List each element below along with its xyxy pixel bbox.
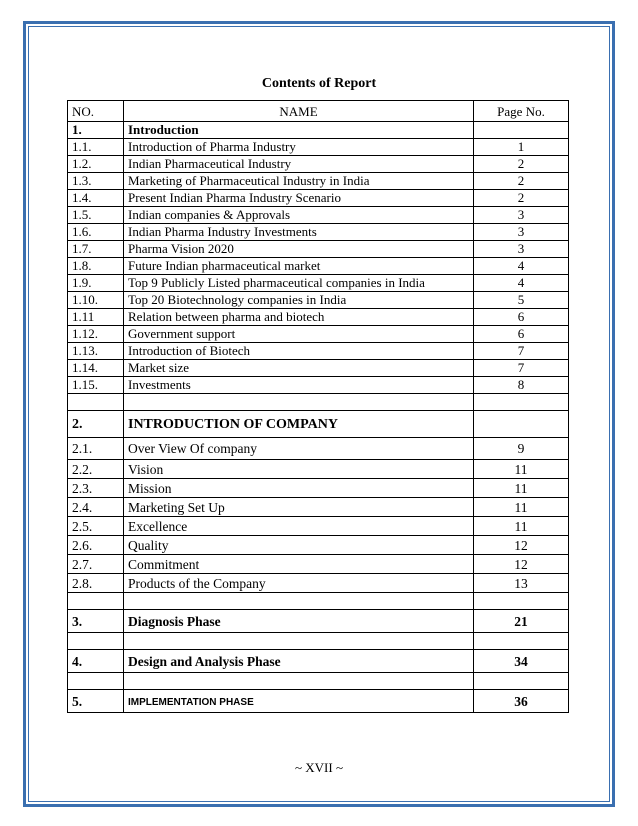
item-page: 6 (474, 326, 569, 343)
table-row (68, 241, 569, 258)
item-number: 2.2. (68, 460, 124, 479)
item-number: 2.8. (68, 574, 124, 593)
section-page: 34 (474, 650, 569, 673)
item-page: 7 (474, 360, 569, 377)
table-row (68, 479, 569, 498)
item-name: Future Indian pharmaceutical market (124, 258, 474, 275)
item-page: 6 (474, 309, 569, 326)
item-name: Relation between pharma and biotech (124, 309, 474, 326)
item-number: 1.9. (68, 275, 124, 292)
contents-table (67, 100, 569, 713)
table-row (68, 555, 569, 574)
table-row (68, 207, 569, 224)
table-row (68, 360, 569, 377)
item-number: 1.1. (68, 139, 124, 156)
table-row (68, 173, 569, 190)
item-name: Present Indian Pharma Industry Scenario (124, 190, 474, 207)
spacer-row (68, 673, 569, 690)
item-page: 5 (474, 292, 569, 309)
section-number: 2. (68, 411, 124, 438)
item-page: 2 (474, 156, 569, 173)
item-number: 1.3. (68, 173, 124, 190)
item-page: 11 (474, 517, 569, 536)
item-page: 11 (474, 498, 569, 517)
item-number: 1.6. (68, 224, 124, 241)
item-number: 2.4. (68, 498, 124, 517)
section-title: INTRODUCTION OF COMPANY (124, 411, 474, 438)
header-name: NAME (124, 101, 474, 122)
page-title: Contents of Report (261, 76, 377, 91)
item-name: Market size (124, 360, 474, 377)
item-name: Products of the Company (124, 574, 474, 593)
table-row (68, 258, 569, 275)
section-row (68, 411, 569, 438)
table-row (68, 190, 569, 207)
header-page: Page No. (474, 101, 569, 122)
table-row (68, 498, 569, 517)
item-number: 1.13. (68, 343, 124, 360)
item-page: 2 (474, 173, 569, 190)
section-page (474, 411, 569, 438)
item-page: 7 (474, 343, 569, 360)
item-name: Marketing Set Up (124, 498, 474, 517)
table-row (68, 377, 569, 394)
item-number: 1.5. (68, 207, 124, 224)
item-name: Quality (124, 536, 474, 555)
item-number: 1.11 (68, 309, 124, 326)
section-title: Diagnosis Phase (124, 610, 474, 633)
section-title: Introduction (124, 122, 474, 139)
item-number: 1.7. (68, 241, 124, 258)
item-number: 1.2. (68, 156, 124, 173)
item-page: 1 (474, 139, 569, 156)
spacer-row (68, 394, 569, 411)
item-page: 2 (474, 190, 569, 207)
item-name: Mission (124, 479, 474, 498)
spacer-row (68, 633, 569, 650)
item-page: 3 (474, 224, 569, 241)
section-number: 4. (68, 650, 124, 673)
table-row (68, 438, 569, 460)
section-row (68, 690, 569, 713)
table-row (68, 460, 569, 479)
table-row (68, 139, 569, 156)
table-row (68, 343, 569, 360)
item-name: Introduction of Pharma Industry (124, 139, 474, 156)
section-row (68, 650, 569, 673)
item-number: 1.8. (68, 258, 124, 275)
section-title: IMPLEMENTATION PHASE (128, 696, 254, 708)
item-name: Pharma Vision 2020 (124, 241, 474, 258)
item-name: Marketing of Pharmaceutical Industry in India (124, 173, 474, 190)
item-name: Indian companies & Approvals (124, 207, 474, 224)
item-number: 1.4. (68, 190, 124, 207)
item-page: 13 (474, 574, 569, 593)
item-page: 3 (474, 207, 569, 224)
item-number: 1.14. (68, 360, 124, 377)
table-row (68, 292, 569, 309)
item-number: 2.5. (68, 517, 124, 536)
table-row (68, 326, 569, 343)
table-row (68, 156, 569, 173)
item-number: 2.6. (68, 536, 124, 555)
item-number: 1.12. (68, 326, 124, 343)
table-row (68, 517, 569, 536)
table-row (68, 275, 569, 292)
item-name: Over View Of company (124, 438, 474, 460)
item-page: 11 (474, 479, 569, 498)
item-page: 11 (474, 460, 569, 479)
item-page: 3 (474, 241, 569, 258)
section-title: Design and Analysis Phase (124, 650, 474, 673)
section-row (68, 610, 569, 633)
item-page: 12 (474, 555, 569, 574)
spacer-row (68, 593, 569, 610)
table-row (68, 574, 569, 593)
table-row (68, 224, 569, 241)
item-page: 8 (474, 377, 569, 394)
item-name: Top 20 Biotechnology companies in India (124, 292, 474, 309)
item-number: 2.7. (68, 555, 124, 574)
item-name: Top 9 Publicly Listed pharmaceutical companies in India (124, 275, 474, 292)
item-name: Excellence (124, 517, 474, 536)
table-row (68, 536, 569, 555)
item-name: Introduction of Biotech (124, 343, 474, 360)
item-name: Commitment (124, 555, 474, 574)
item-number: 1.15. (68, 377, 124, 394)
item-number: 1.10. (68, 292, 124, 309)
item-page: 9 (474, 438, 569, 460)
table-row (68, 309, 569, 326)
item-page: 12 (474, 536, 569, 555)
page-number-footer: ~ XVII ~ (294, 760, 343, 775)
section-page (474, 122, 569, 139)
item-name: Vision (124, 460, 474, 479)
section-number: 5. (68, 690, 124, 713)
section-page: 36 (474, 690, 569, 713)
table-header-row (68, 101, 569, 122)
item-name: Indian Pharma Industry Investments (124, 224, 474, 241)
header-no: NO. (68, 101, 124, 122)
section-page: 21 (474, 610, 569, 633)
section-number: 3. (68, 610, 124, 633)
item-page: 4 (474, 258, 569, 275)
section-number: 1. (68, 122, 124, 139)
item-number: 2.3. (68, 479, 124, 498)
item-name: Investments (124, 377, 474, 394)
item-number: 2.1. (68, 438, 124, 460)
section-row (68, 122, 569, 139)
item-page: 4 (474, 275, 569, 292)
item-name: Indian Pharmaceutical Industry (124, 156, 474, 173)
item-name: Government support (124, 326, 474, 343)
